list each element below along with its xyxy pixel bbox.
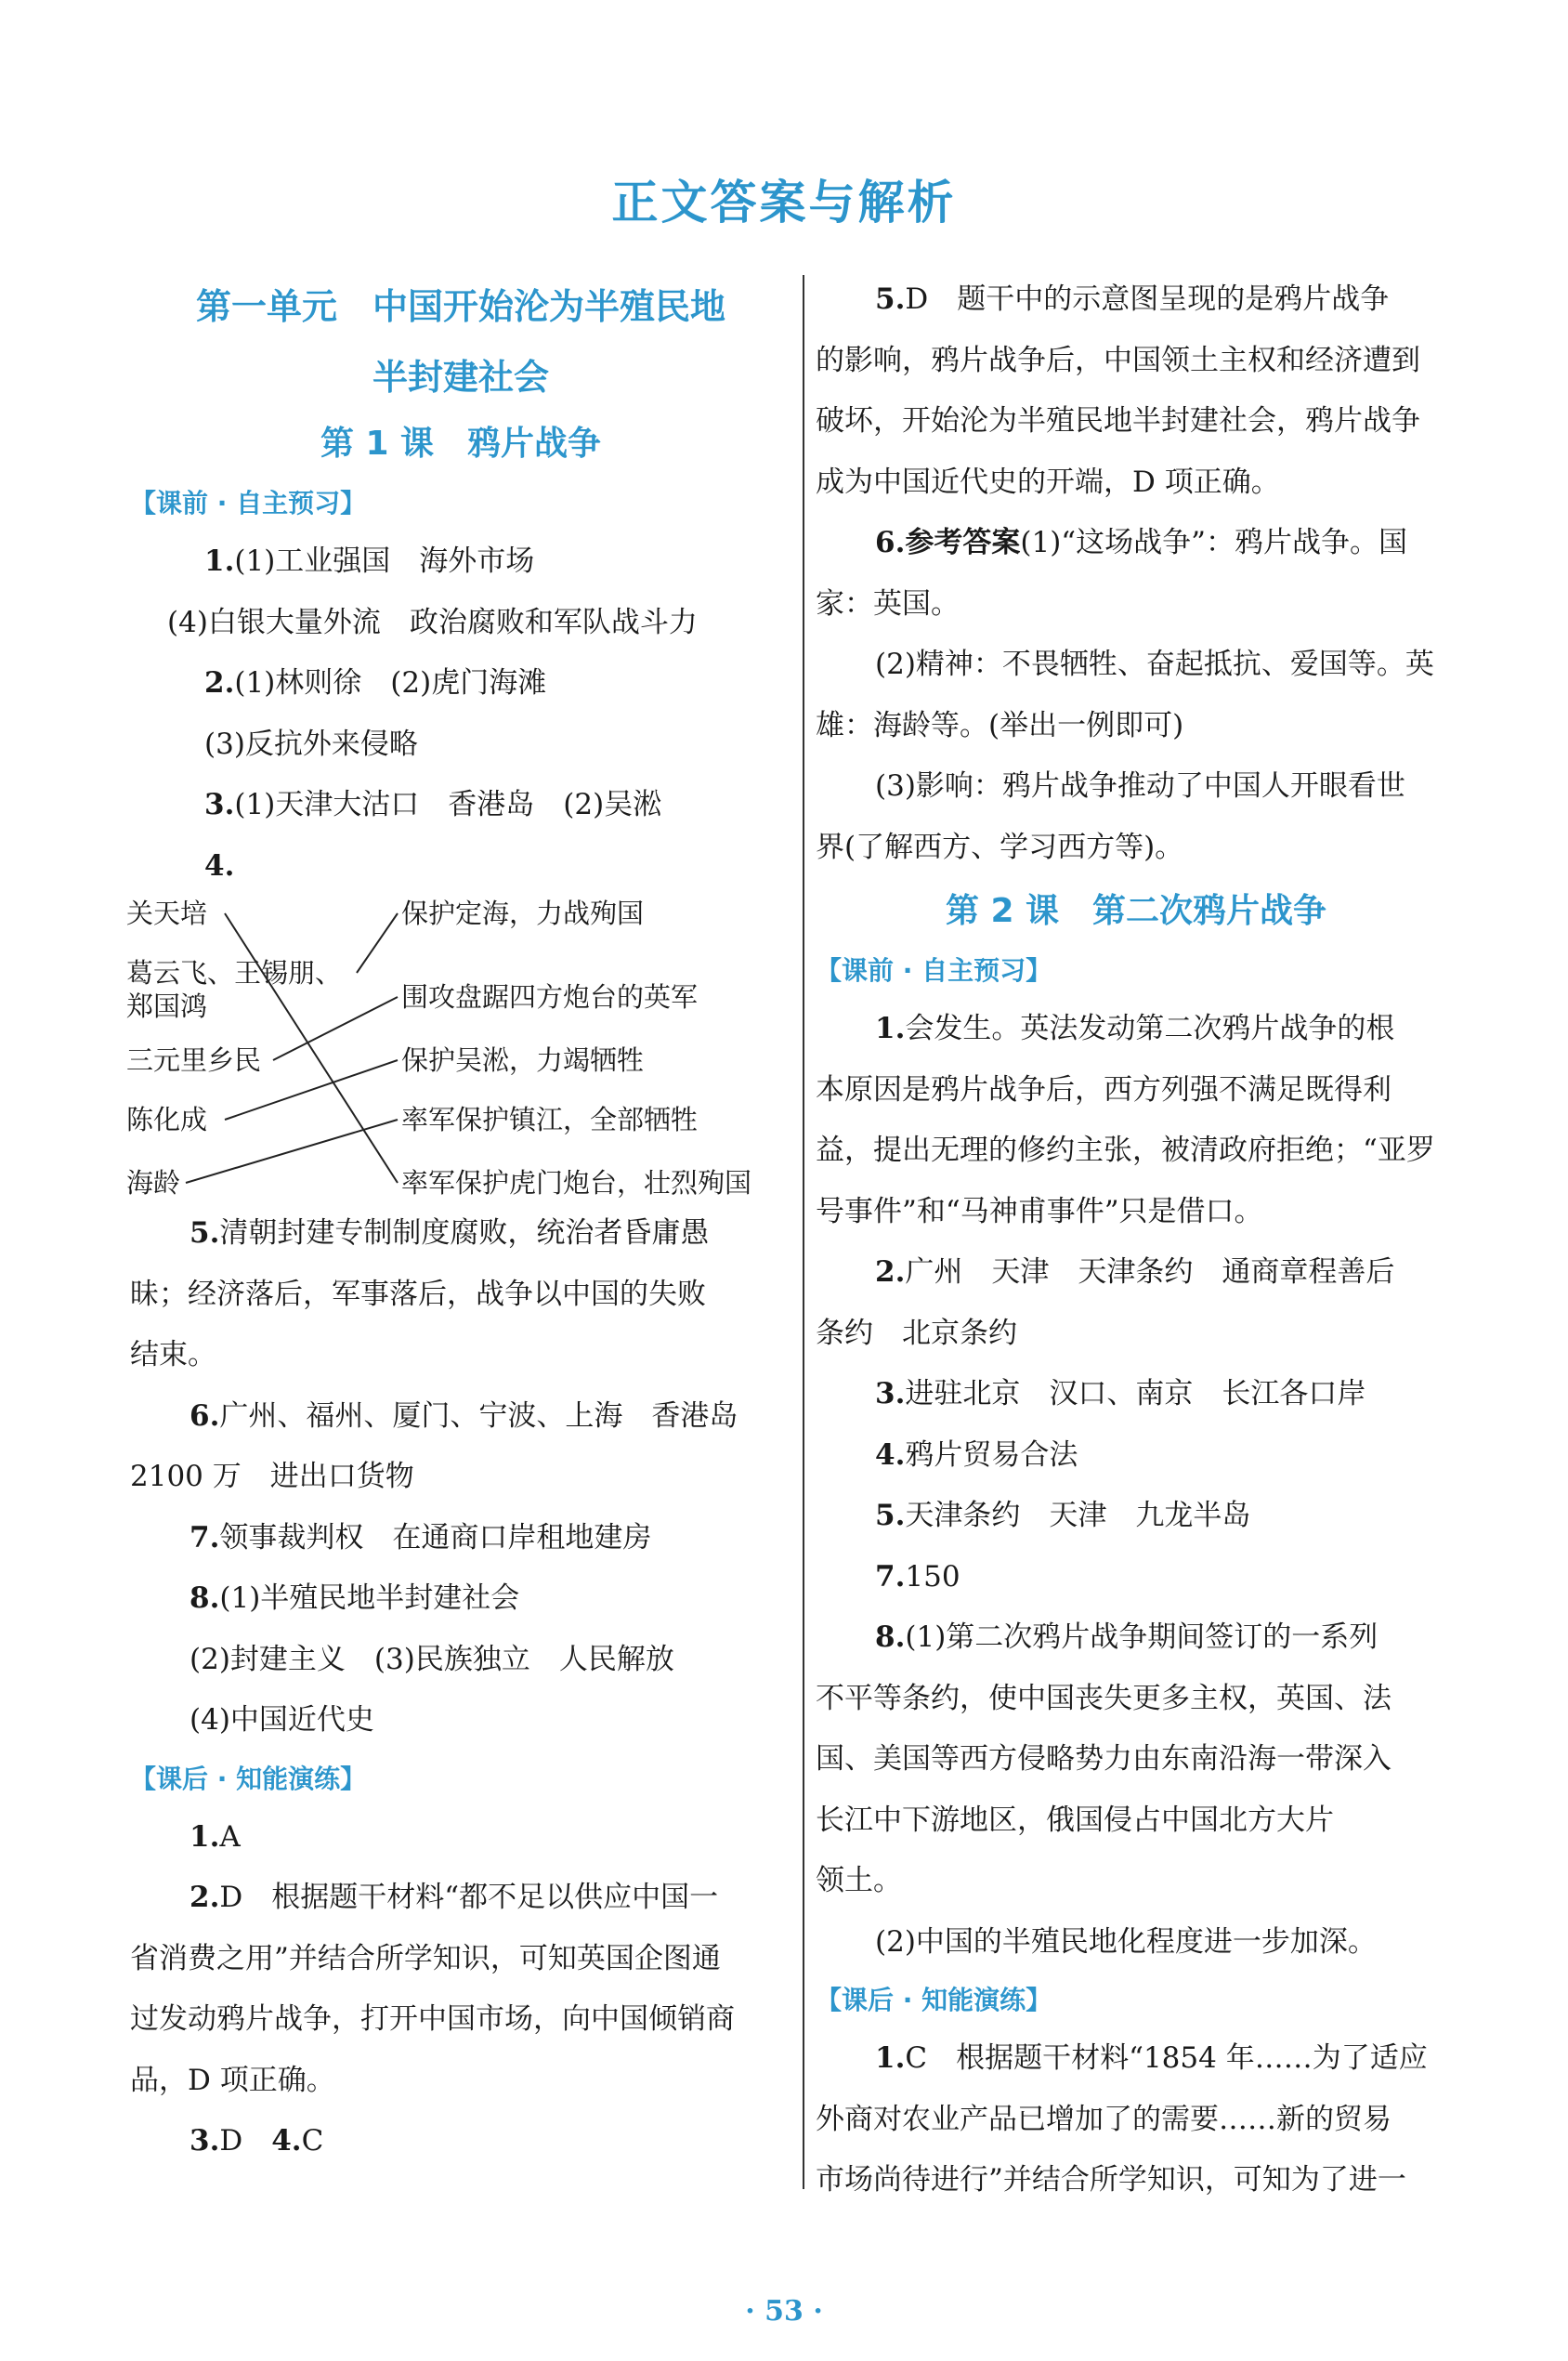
l2-answer-7-text: 150 [905, 1559, 960, 1594]
l2-answer-5-text: 天津条约 天津 九龙半岛 [905, 1499, 1251, 1532]
lesson1-title: 第 1 课 鸦片战争 [320, 425, 602, 463]
answer-2a [130, 653, 791, 715]
l2-answer-4-text: 鸦片贸易合法 [905, 1437, 1078, 1472]
after-answer-2-text: D 根据题干材料“都不足以供应中国一 [219, 1881, 719, 1914]
answer-6-line2: 2100 万 进出口货物 [130, 1460, 414, 1493]
after-answer-2-line4: 品，D 项正确。 [130, 2063, 335, 2097]
after-answer-3-4 [130, 2111, 791, 2172]
l2-answer-4-num: 4. [875, 1437, 906, 1472]
answer-1-text: (1)工业强国 海外市场 [234, 544, 535, 578]
r-answer-5 [816, 269, 1457, 331]
answer-7-num: 7. [189, 1520, 220, 1554]
r-preview-tag: 【课前 · 自主预习】 [816, 955, 1052, 986]
l2-answer-5 [816, 1486, 1457, 1547]
match-right-4: 率军保护镇江，全部牺牲 [401, 1104, 699, 1135]
r-answer-6 [816, 513, 1457, 574]
left-column [126, 269, 791, 2172]
r-answer-5-text: D 题干中的示意图呈现的是鸦片战争 [905, 282, 1390, 316]
r-after-tag: 【课后 · 知能演练】 [816, 1985, 1052, 2015]
match-line-5 [186, 1120, 398, 1183]
r-answer-6b-line2: 雄：海龄等。(举出一例即可) [816, 708, 1184, 742]
answer-5-num: 5. [189, 1216, 220, 1250]
answer-5-line3: 结束。 [130, 1338, 216, 1371]
answer-3 [130, 775, 791, 836]
answer-8-text: (1)半殖民地半封建社会 [219, 1581, 520, 1615]
l2-after-answer-1 [816, 2028, 1457, 2090]
l2-answer-8-line3: 国、美国等西方侵略势力由东南沿海一带深入 [816, 1742, 1392, 1776]
l2-answer-8-line2: 不平等条约，使中国丧失更多主权，英国、法 [816, 1681, 1392, 1715]
after-answer-4-num: 4. [271, 2124, 302, 2158]
l2-answer-1 [816, 999, 1457, 1060]
r-answer-6c-line2: 界(了解西方、学习西方等)。 [816, 830, 1184, 864]
right-column [816, 269, 1457, 2211]
r-answer-5-line2: 的影响，鸦片战争后，中国领土主权和经济遭到 [816, 343, 1420, 377]
after-tag: 【课后 · 知能演练】 [130, 1763, 367, 1794]
l2-answer-8b: (2)中国的半殖民地化程度进一步加深。 [875, 1924, 1377, 1959]
match-left-2: 葛云飞、王锡朋、 [126, 957, 343, 989]
l2-answer-2-line2: 条约 北京条约 [816, 1316, 1017, 1350]
match-left-3: 郑国鸿 [126, 990, 208, 1022]
after-answer-2 [130, 1868, 791, 1929]
l2-answer-1-line3: 益，提出无理的修约主张，被清政府拒绝；“亚罗 [816, 1134, 1435, 1167]
page-number: · 53 · [745, 2295, 823, 2328]
match-right-1: 保护定海，力战殉国 [401, 898, 645, 929]
after-answer-2-line2: 省消费之用”并结合所学知识，可知英国企图通 [130, 1941, 721, 1975]
l2-answer-8-line4: 长江中下游地区，俄国侵占中国北方大片 [816, 1803, 1334, 1837]
answer-5-text: 清朝封建专制制度腐败，统治者昏庸愚 [219, 1216, 710, 1250]
answer-1b: (4)白银大量外流 政治腐败和军队战斗力 [167, 605, 698, 639]
match-right-3: 保护吴淞，力竭牺牲 [401, 1044, 645, 1076]
answer-8 [130, 1568, 791, 1630]
answer-6-num: 6. [189, 1398, 220, 1433]
unit-title-line2: 半封建社会 [372, 357, 549, 398]
match-left-1: 关天培 [126, 898, 208, 929]
after-answer-1 [130, 1807, 791, 1869]
matching-lines [123, 897, 784, 1213]
r-answer-6-line2: 家：英国。 [816, 586, 960, 621]
answer-6 [130, 1386, 791, 1448]
match-line-4 [225, 1060, 398, 1120]
answer-4-num: 4. [204, 848, 235, 883]
answer-3-num: 3. [204, 788, 235, 821]
after-answer-2-line3: 过发动鸦片战争，打开中国市场，向中国倾销商 [130, 2002, 735, 2036]
l2-answer-8-line5: 领土。 [816, 1864, 902, 1897]
l2-after-answer-1-line2: 外商对农业产品已增加了的需要……新的贸易 [816, 2102, 1392, 2136]
l2-answer-3-text: 进驻北京 汉口、南京 长江各口岸 [905, 1377, 1366, 1410]
match-line-1 [225, 913, 398, 1183]
answer-8-num: 8. [189, 1581, 220, 1615]
after-answer-4-text: C [301, 2124, 324, 2158]
match-right-2: 围攻盘踞四方炮台的英军 [401, 981, 699, 1013]
answer-7-text: 领事裁判权 在通商口岸租地建房 [219, 1520, 652, 1554]
page-title: 正文答案与解析 [611, 176, 957, 230]
r-answer-5-num: 5. [875, 282, 906, 316]
answer-2b: (3)反抗外来侵略 [204, 727, 418, 761]
answer-7 [130, 1508, 791, 1569]
after-answer-1-num: 1. [189, 1819, 220, 1854]
r-answer-6c: (3)影响：鸦片战争推动了中国人开眼看世 [875, 769, 1405, 803]
l2-answer-4 [816, 1425, 1457, 1487]
l2-answer-1-text: 会发生。英法发动第二次鸦片战争的根 [905, 1012, 1395, 1045]
after-answer-3-text: D [219, 2124, 243, 2158]
after-answer-3-num: 3. [189, 2124, 220, 2158]
match-right-5: 率军保护虎门炮台，壮烈殉国 [401, 1167, 752, 1199]
answer-2-num: 2. [204, 666, 235, 700]
r-answer-6b: (2)精神：不畏牺牲、奋起抵抗、爱国等。英 [875, 648, 1434, 681]
l2-after-answer-1-num: 1. [875, 2041, 906, 2075]
unit-title-line1: 第一单元 中国开始沦为半殖民地 [195, 286, 725, 327]
l2-answer-7-num: 7. [875, 1559, 906, 1594]
answer-5-line2: 昧；经济落后，军事落后，战争以中国的失败 [130, 1277, 706, 1311]
answer-1a [130, 531, 791, 593]
l2-answer-8-text: (1)第二次鸦片战争期间签订的一系列 [905, 1620, 1379, 1654]
l2-answer-3-num: 3. [875, 1377, 906, 1410]
answer-3-text: (1)天津大沽口 香港岛 (2)吴淞 [234, 788, 662, 821]
preview-tag: 【课前 · 自主预习】 [130, 488, 367, 518]
match-line-2 [357, 913, 398, 973]
l2-answer-8-num: 8. [875, 1620, 906, 1654]
after-answer-2-num: 2. [189, 1881, 220, 1914]
match-left-5: 陈化成 [126, 1104, 208, 1135]
l2-answer-3 [816, 1364, 1457, 1425]
l2-after-answer-1-text: C 根据题干材料“1854 年……为了适应 [905, 2041, 1428, 2075]
r-answer-6-num: 6. [875, 526, 906, 559]
lesson2-title: 第 2 课 第二次鸦片战争 [945, 892, 1327, 930]
column-divider [803, 275, 804, 2189]
l2-answer-1-num: 1. [875, 1012, 906, 1045]
r-answer-5-line3: 破坏，开始沦为半殖民地半封建社会，鸦片战争 [816, 404, 1420, 438]
match-line-3 [273, 997, 398, 1060]
after-answer-1-text: A [219, 1819, 241, 1854]
answer-8b: (2)封建主义 (3)民族独立 人民解放 [189, 1642, 674, 1676]
l2-answer-2 [816, 1242, 1457, 1304]
matching-diagram [123, 897, 791, 1199]
match-left-6: 海龄 [126, 1167, 181, 1199]
l2-answer-1-line2: 本原因是鸦片战争后，西方列强不满足既得利 [816, 1072, 1392, 1107]
l2-answer-8 [816, 1607, 1457, 1669]
answer-2-text: (1)林则徐 (2)虎门海滩 [234, 666, 547, 700]
answer-1-num: 1. [204, 544, 235, 578]
l2-answer-2-num: 2. [875, 1255, 906, 1289]
l2-answer-1-line4: 号事件”和“马神甫事件”只是借口。 [816, 1194, 1263, 1228]
match-left-4: 三元里乡民 [126, 1044, 262, 1076]
r-answer-6-text: (1)“这场战争”：鸦片战争。国 [1020, 526, 1407, 559]
answer-6-text: 广州、福州、厦门、宁波、上海 香港岛 [219, 1398, 738, 1433]
l2-after-answer-1-line3: 市场尚待进行”并结合所学知识，可知为了进一 [816, 2163, 1406, 2197]
l2-answer-5-num: 5. [875, 1499, 906, 1532]
r-answer-5-line4: 成为中国近代史的开端，D 项正确。 [816, 465, 1280, 499]
l2-answer-2-text: 广州 天津 天津条约 通商章程善后 [905, 1255, 1395, 1289]
answer-8c: (4)中国近代史 [189, 1703, 374, 1737]
l2-answer-7 [816, 1547, 1457, 1608]
r-answer-6-label: 参考答案 [905, 526, 1021, 559]
